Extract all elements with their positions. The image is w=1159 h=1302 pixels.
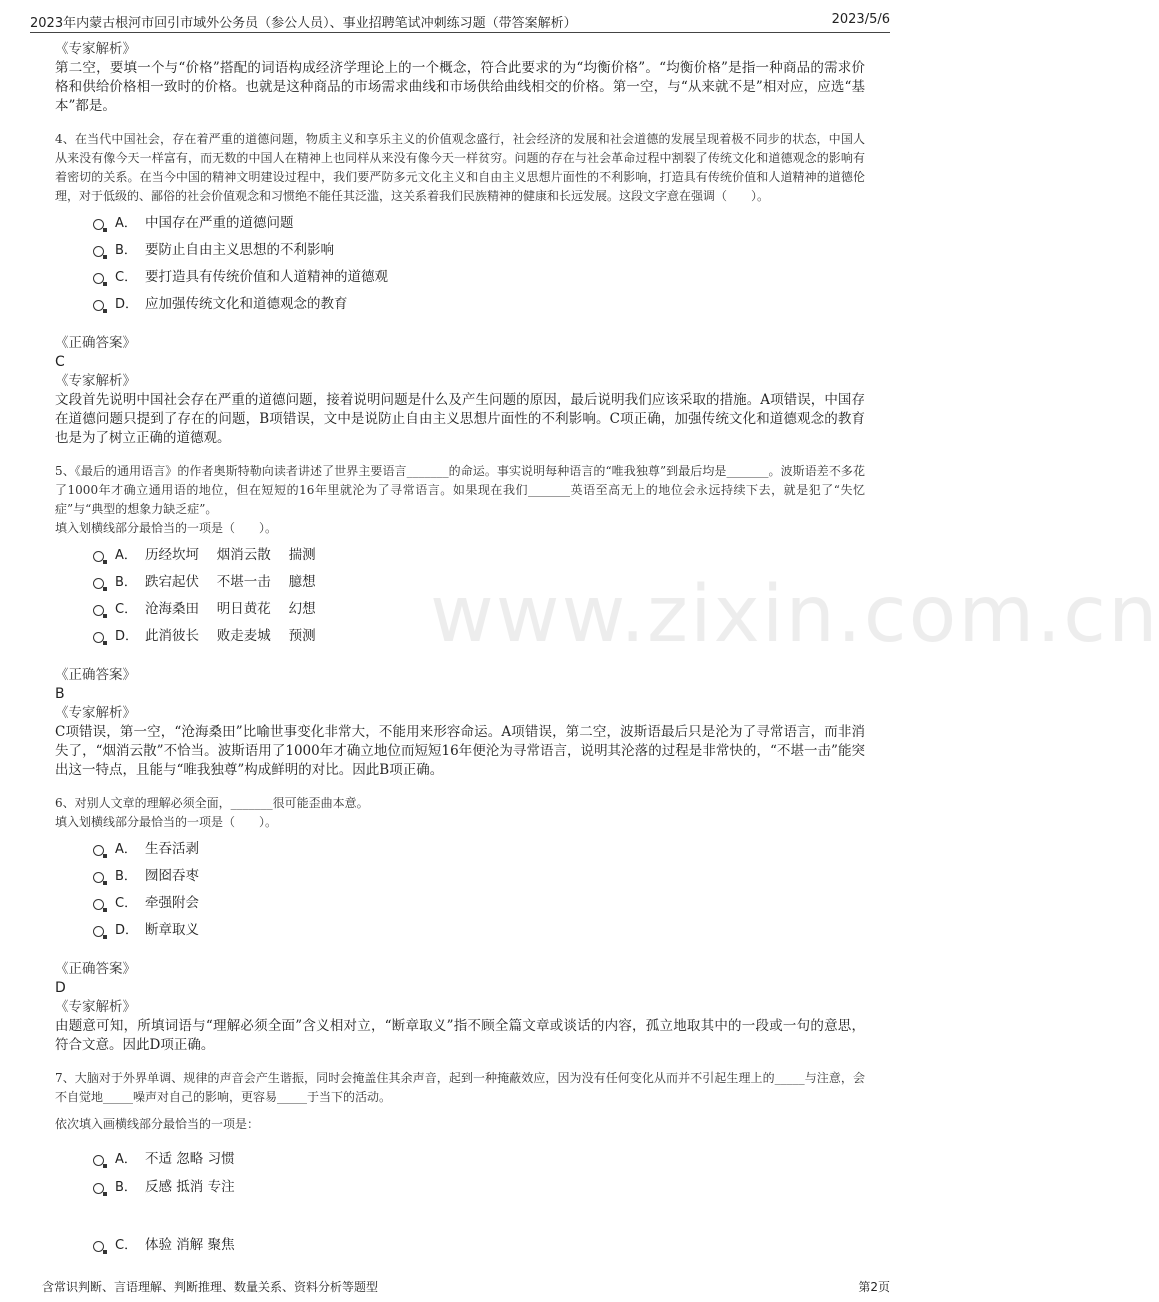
radio-icon[interactable]: [93, 899, 104, 910]
document-date: 2023/5/6: [831, 12, 890, 27]
radio-icon[interactable]: [93, 632, 104, 643]
option-list: [93, 544, 865, 652]
radio-icon[interactable]: [93, 1155, 104, 1166]
question-7: [55, 1069, 865, 1262]
radio-icon[interactable]: [93, 605, 104, 616]
option-d[interactable]: D． 应加强传统文化和道德观念的教育: [93, 293, 865, 320]
option-list: [93, 212, 865, 320]
footer-categories: 含常识判断、言语理解、判断推理、数量关系、资料分析等题型: [42, 1280, 379, 1294]
question-stem: 5、《最后的通用语言》的作者奥斯特勒向读者讲述了世界主要语言_______的命运。事实说明每种语言的“唯我独尊”到最后均是_______。波斯语差不多花了1000年才确立通用语的地位，但在短短的16年里就沦为了寻常语言。如果现在我们_______英语至高无上的地位会永远持续下去，就是犯了“失忆症”与“典型的想象力缺乏症”。: [55, 464, 865, 516]
option-c[interactable]: C． 要打造具有传统价值和人道精神的道德观: [93, 266, 865, 293]
radio-icon[interactable]: [93, 219, 104, 230]
watermark: www.zixin.com.cn: [430, 570, 1159, 660]
question-stem: 6、对别人文章的理解必须全面，_______很可能歪曲本意。: [55, 796, 369, 810]
radio-icon[interactable]: [93, 578, 104, 589]
analysis-text: 文段首先说明中国社会存在严重的道德问题，接着说明问题是什么及产生问题的原因，最后说明我们应该采取的措施。A项错误，中国存在道德问题只提到了存在的问题，B项错误，文中是说防止自由主义思想片面性的不利影响。C项正确，加强传统文化和道德观念的教育也是为了树立正确的道德观。: [55, 392, 865, 446]
radio-icon[interactable]: [93, 273, 104, 284]
radio-icon[interactable]: [93, 1183, 104, 1194]
radio-icon[interactable]: [93, 551, 104, 562]
correct-answer: B: [55, 686, 65, 702]
radio-icon[interactable]: [93, 1241, 104, 1252]
analysis-label: 《专家解析》: [55, 41, 136, 57]
analysis-label: 《专家解析》: [55, 373, 136, 389]
radio-icon[interactable]: [93, 872, 104, 883]
question-6: [55, 794, 865, 1055]
option-b[interactable]: B． 反感 抵消 专注: [93, 1176, 865, 1204]
page-number: 第2页: [858, 1280, 890, 1294]
question-prompt: 填入划横线部分最恰当的一项是（ ）。: [55, 521, 278, 535]
analysis-text: 由题意可知，所填词语与“理解必须全面”含义相对立，“断章取义”指不顾全篇文章或谈话的内容，孤立地取其中的一段或一句的意思，符合文意。因此D项正确。: [55, 1018, 865, 1053]
option-c[interactable]: C． 体验 消解 聚焦: [93, 1234, 865, 1262]
correct-answer: D: [55, 980, 66, 996]
option-c[interactable]: C． 牵强附会: [93, 892, 865, 919]
radio-icon[interactable]: [93, 246, 104, 257]
analysis-text: C项错误，第一空，“沧海桑田”比喻世事变化非常大，不能用来形容命运。A项错误，第二空，波斯语最后只是沦为了寻常语言，而非消失了，“烟消云散”不恰当。波斯语用了1000年才确立地位而短短16年便沦为寻常语言，说明其沦落的过程是非常快的，“不堪一击”能突出这一特点，且能与“唯我独尊”构成鲜明的对比。因此B项正确。: [55, 724, 865, 778]
option-a[interactable]: A． 生吞活剥: [93, 838, 865, 865]
question-stem: 7、大脑对于外界单调、规律的声音会产生谐振，同时会掩盖住其余声音，起到一种掩蔽效应，因为没有任何变化从而并不引起生理上的_____与注意，会不自觉地_____噪声对自己的影响，更容易_____于当下的活动。: [55, 1071, 865, 1104]
option-list: [93, 838, 865, 946]
analysis-label: 《专家解析》: [55, 705, 136, 721]
option-d[interactable]: D． 此消彼长 败走麦城 预测: [93, 625, 865, 652]
answer-label: 《正确答案》: [55, 335, 136, 351]
question-prompt: 依次填入画横线部分最恰当的一项是：: [55, 1117, 260, 1131]
option-a[interactable]: A． 中国存在严重的道德问题: [93, 212, 865, 239]
question-5: [55, 462, 865, 780]
radio-icon[interactable]: [93, 926, 104, 937]
analysis-text: 第二空，要填一个与“价格”搭配的词语构成经济学理论上的一个概念，符合此要求的为“均衡价格”。“均衡价格”是指一种商品的需求价格和供给价格相一致时的价格。也就是这种商品的市场需求曲线和市场供给曲线相交的价格。第一空，与“从来就不是”相对应，应选“基本”都是。: [55, 60, 865, 114]
top-analysis-block: [55, 40, 865, 116]
page-content: [55, 40, 865, 1262]
page-header: [30, 10, 890, 33]
answer-label: 《正确答案》: [55, 667, 136, 683]
document-title: 2023年内蒙古根河市回引市域外公务员（参公人员）、事业招聘笔试冲刺练习题（带答案解析）: [30, 16, 577, 31]
question-stem: 4、在当代中国社会，存在着严重的道德问题，物质主义和享乐主义的价值观念盛行，社会经济的发展和社会道德的发展呈现着极不同步的状态，中国人从来没有像今天一样富有，而无数的中国人在精神上也同样从来没有像今天一样贫穷。问题的存在与社会革命过程中割裂了传统文化和道德观念的影响有着密切的关系。在当今中国的精神文明建设过程中，我们要严防多元文化主义和自由主义思想片面性的不利影响，打造具有传统价值和人道精神的道德伦理，对于低级的、鄙俗的社会价值观念和习惯绝不能任其泛滥，这关系着我们民族精神的健康和长远发展。这段文字意在强调（ ）。: [55, 132, 865, 203]
radio-icon[interactable]: [93, 845, 104, 856]
analysis-label: 《专家解析》: [55, 999, 136, 1015]
page-footer: [30, 1274, 890, 1294]
question-4: [55, 130, 865, 448]
radio-icon[interactable]: [93, 300, 104, 311]
option-a[interactable]: A． 不适 忽略 习惯: [93, 1148, 865, 1176]
correct-answer: C: [55, 354, 65, 370]
option-b[interactable]: B． 囫囵吞枣: [93, 865, 865, 892]
option-list: [93, 1148, 865, 1262]
question-prompt: 填入划横线部分最恰当的一项是（ ）。: [55, 815, 278, 829]
option-b[interactable]: B． 跌宕起伏 不堪一击 臆想: [93, 571, 865, 598]
answer-label: 《正确答案》: [55, 961, 136, 977]
option-b[interactable]: B． 要防止自由主义思想的不利影响: [93, 239, 865, 266]
option-c[interactable]: C． 沧海桑田 明日黄花 幻想: [93, 598, 865, 625]
option-d[interactable]: D． 断章取义: [93, 919, 865, 946]
option-a[interactable]: A． 历经坎坷 烟消云散 揣测: [93, 544, 865, 571]
